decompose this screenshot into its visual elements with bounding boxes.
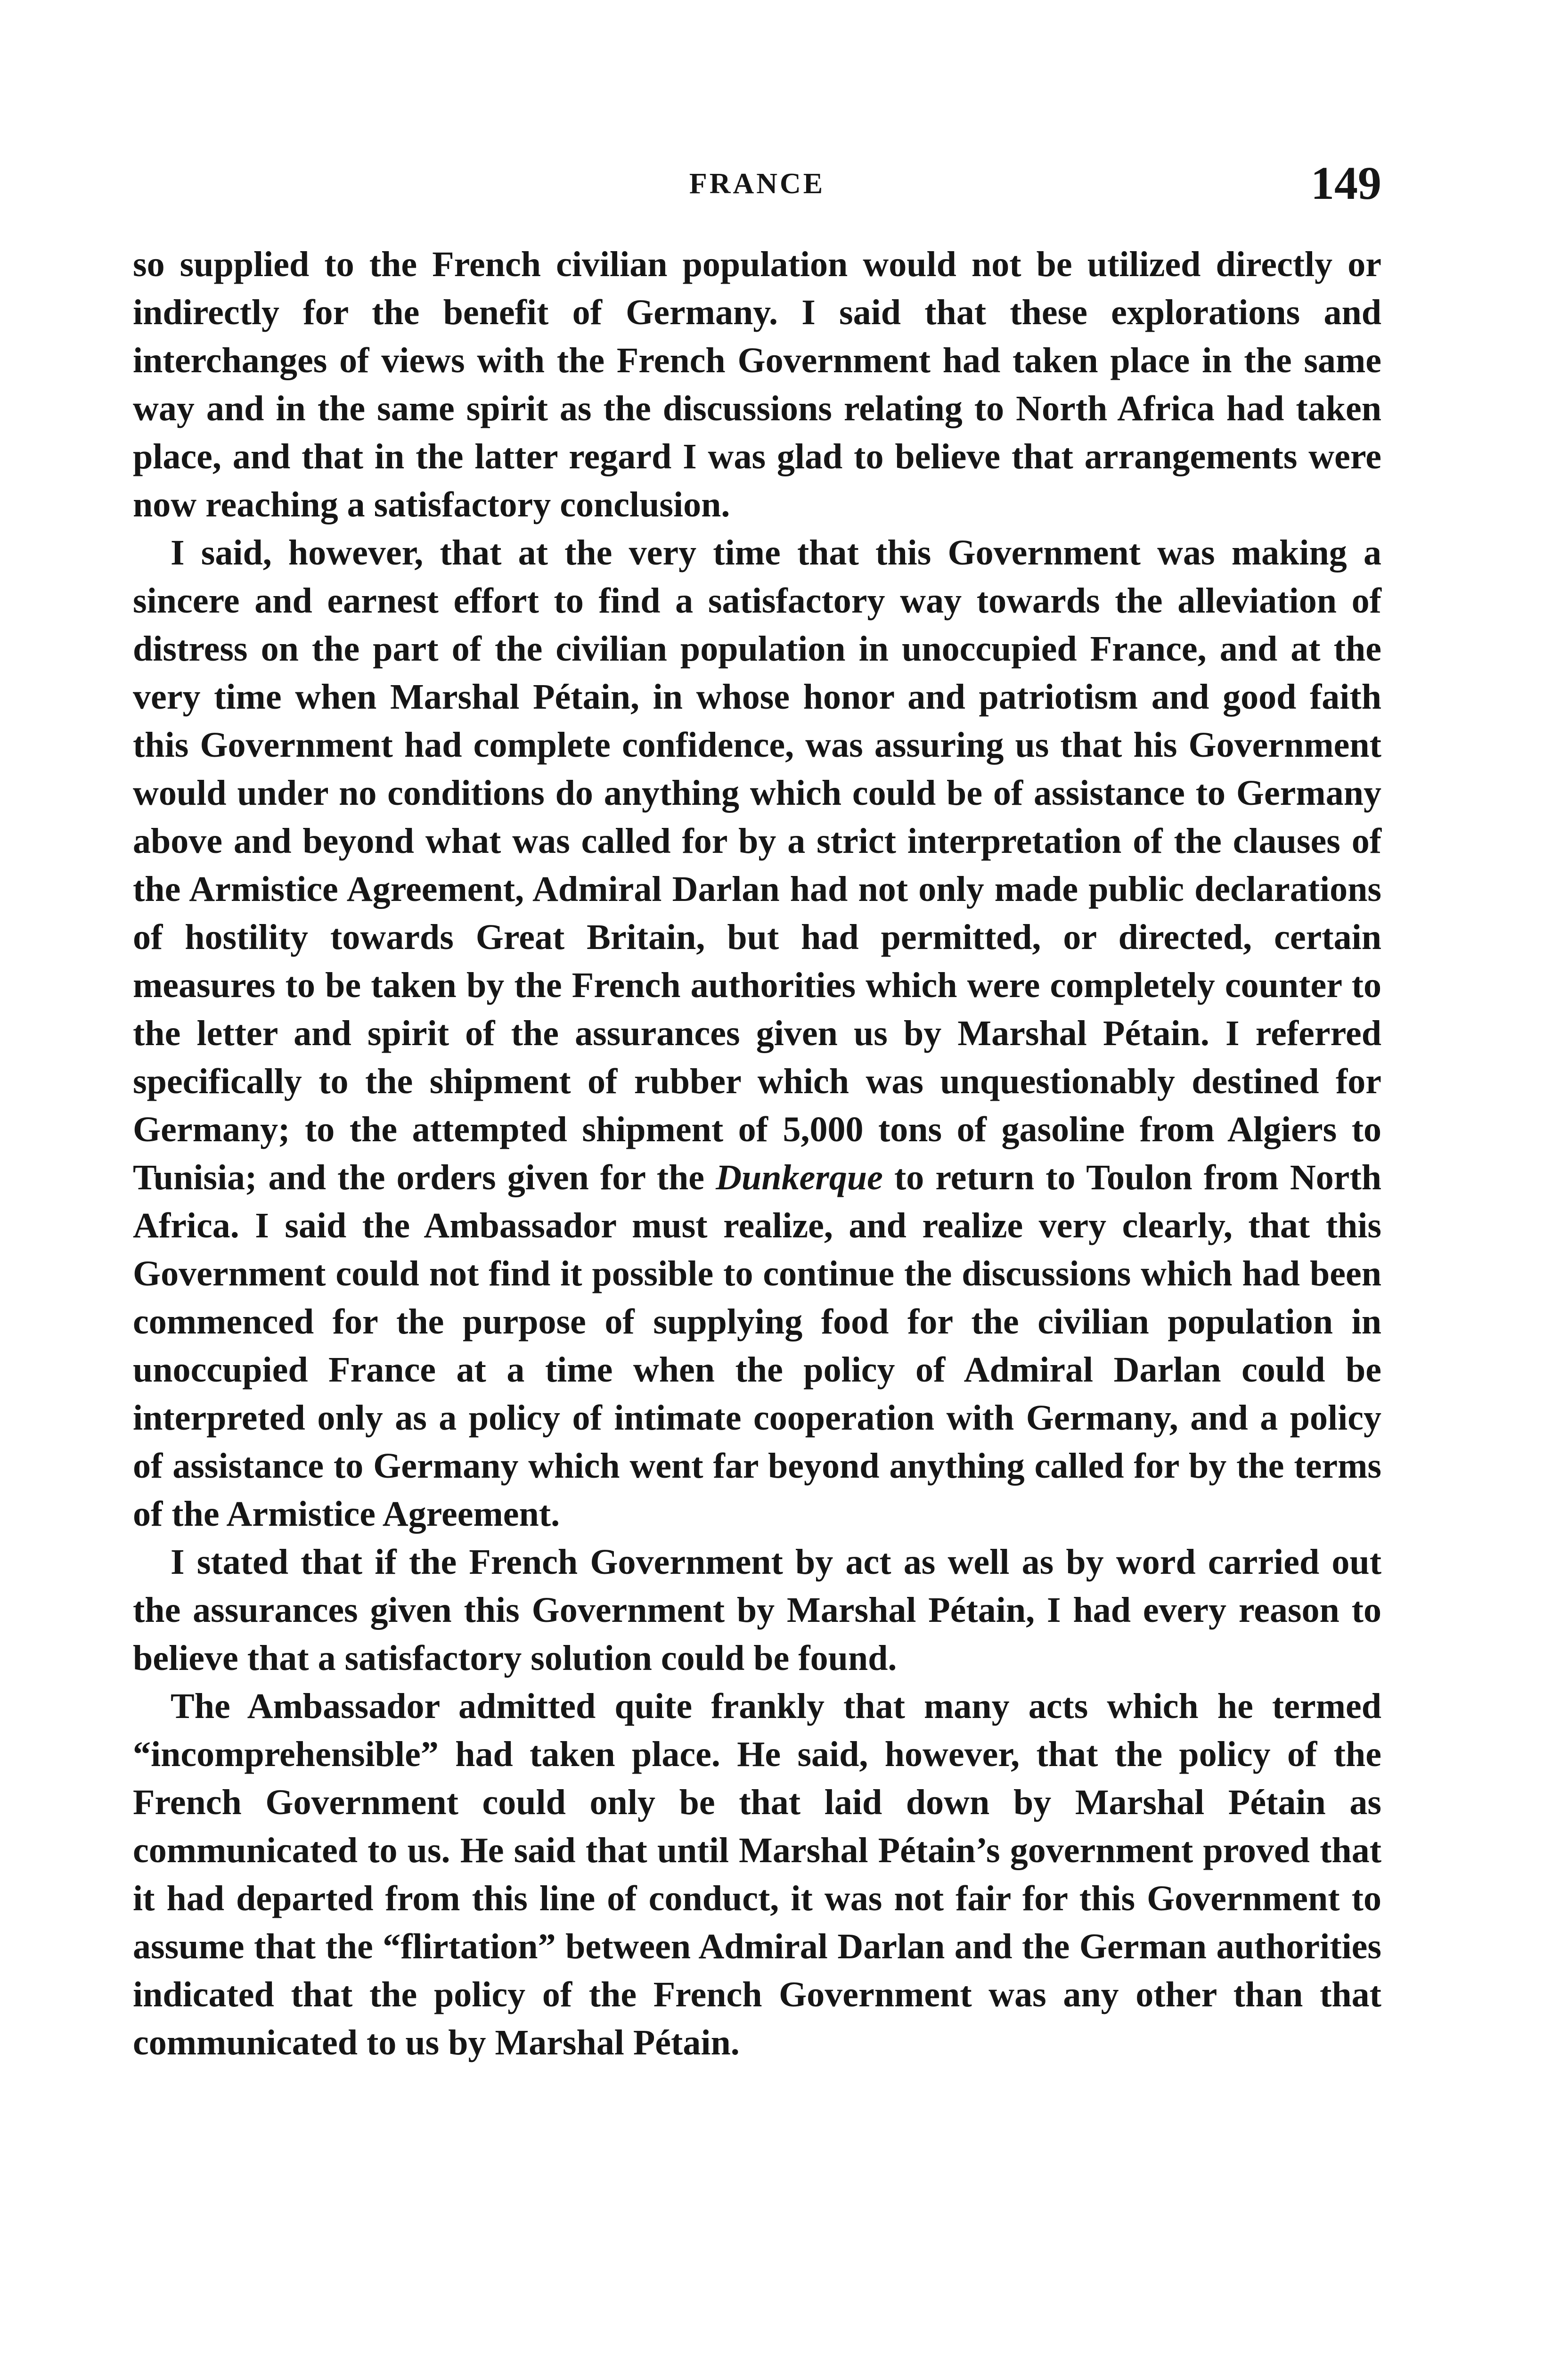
- paragraph-darlan-measures: [133, 529, 1381, 1538]
- paragraph-assurances: I stated that if the French Government by act as well as by word carried out the assurances given this Government by Marshal Pétain, I had every reason to believe that a satisfactory solution could be found.: [133, 1542, 1381, 1678]
- running-title: FRANCE: [689, 168, 825, 200]
- page-number: 149: [1311, 157, 1381, 209]
- ship-name-italic: Dunkerque: [716, 1158, 883, 1197]
- paragraph-continuation: so supplied to the French civilian population would not be utilized directly or indirectly for the benefit of Germany. I said that these explorations and interchanges of views with the French Government had taken place in the same way and in the same spirit as the discussions relating to North Africa had taken place, and that in the latter regard I was glad to believe that arrangements were now reaching a satisfactory conclusion.: [133, 245, 1381, 524]
- paragraph-text: I said, however, that at the very time that this Government was making a sincere and earnest effort to find a satisfactory way towards the alleviation of distress on the part of the civilian population in unoccupied France, and at the very time when Marshal Pétain, in whose honor and patriotism and good faith this Government had complete confidence, was assuring us that his Government would under no conditions do anything which could be of assistance to Germany above and beyond what was called for by a strict interpretation of the clauses of the Armistice Agreement, Admiral Darlan had not only made public declarations of hostility towards Great Britain, but had permitted, or directed, certain measures to be taken by the French authorities which were completely counter to the letter and spirit of the assurances given us by Marshal Pétain. I referred specifically to the shipment of rubber which was unquestionably destined for Germany; to the attempted shipment of 5,000 tons of gasoline from Algiers to Tunisia; and the orders given for the: [133, 533, 1381, 1197]
- paragraph-text: to return to Toulon from North Africa. I said the Ambassador must realize, and realize very clearly, that this Government could not find it possible to continue the discussions which had been commenced for the purpose of supplying food for the civilian population in unoccupied France at a time when the policy of Admiral Darlan could be interpreted only as a policy of intimate cooperation with Germany, and a policy of assistance to Germany which went far beyond anything called for by the terms of the Armistice Agreement.: [133, 1158, 1382, 1534]
- body-text: [133, 240, 1381, 2067]
- running-head: [133, 157, 1381, 214]
- paragraph-ambassador-response: The Ambassador admitted quite frankly that many acts which he termed “incomprehensible” had taken place. He said, however, that the policy of the French Government could only be that laid down by Marshal Pétain as communicated to us. He said that until Marshal Pétain’s government proved that it had departed from this line of conduct, it was not fair for this Government to assume that the “flirtation” between Admiral Darlan and the German authorities indicated that the policy of the French Government was any other than that communicated to us by Marshal Pétain.: [133, 1686, 1381, 2062]
